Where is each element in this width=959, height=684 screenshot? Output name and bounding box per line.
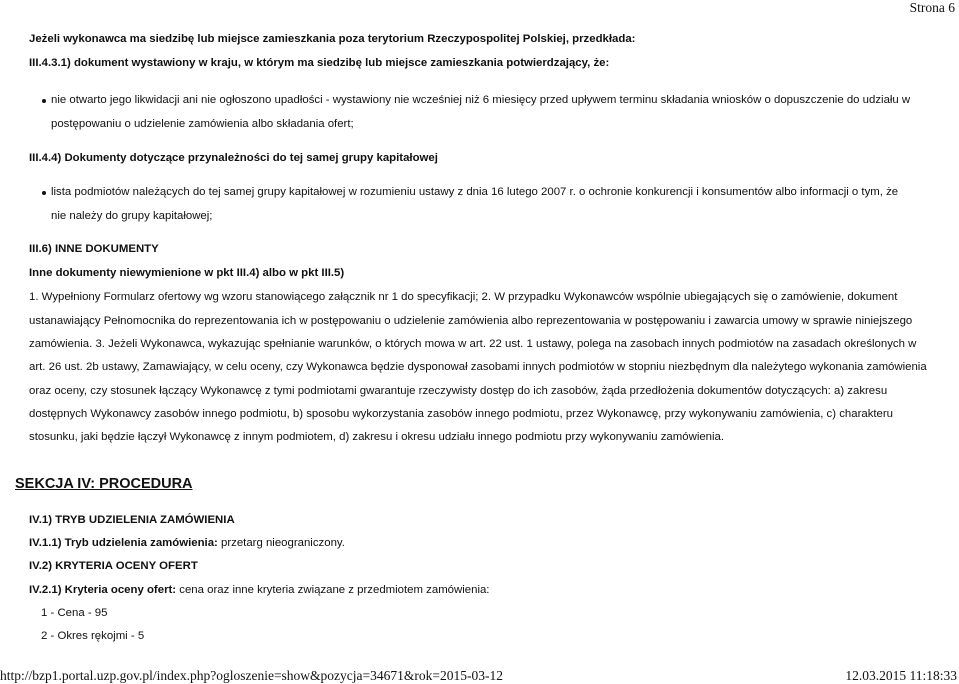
bullet-1-line-2: postępowaniu o udzielenie zamówienia albo składania ofert; [51, 118, 354, 130]
section-344-title: III.4.4) Dokumenty dotyczące przynależności do tej samej grupy kapitałowej [29, 152, 438, 164]
iv21-row [29, 583, 489, 597]
criterion-item: 1 - Cena - 95 [41, 607, 108, 619]
bullet-2-line-1: lista podmiotów należących do tej samej grupy kapitałowej w rozumieniu ustawy z dnia 16 lutego 2007 r. o ochronie konkurencji i konsumentów albo informacji o tym, że [51, 186, 899, 198]
bullet-icon [42, 99, 46, 103]
section-36-line: ustanawiający Pełnomocnika do reprezentowania ich w postępowaniu o udzielenie zamówienia albo reprezentowania w postępowaniu i zawarcia umowy w sprawie niniejszego [29, 315, 913, 327]
iv11-label: IV.1.1) Tryb udzielenia zamówienia: [29, 537, 218, 549]
footer-timestamp: 12.03.2015 11:18:33 [845, 668, 957, 683]
iv1-title: IV.1) TRYB UDZIELENIA ZAMÓWIENIA [29, 514, 235, 526]
iv21-label: IV.2.1) Kryteria oceny ofert: [29, 584, 177, 596]
intro-sub: III.4.3.1) dokument wystawiony w kraju, w którym ma siedzibę lub miejsce zamieszkania potwierdzający, że: [29, 57, 610, 69]
bullet-icon [42, 191, 46, 195]
iv11-value: przetarg nieograniczony. [217, 537, 345, 549]
page-number: Strona 6 [909, 0, 955, 15]
section-36-line: dostępnych Wykonawcy zasobów innego podmiotu, b) sposobu wykorzystania zasobów innego podmiotu, przez Wykonawcę, przy wykonywaniu zamówienia, c) charakteru [29, 408, 894, 420]
section-36-subtitle: Inne dokumenty niewymienione w pkt III.4) albo w pkt III.5) [29, 267, 345, 279]
criterion-item: 2 - Okres rękojmi - 5 [41, 630, 145, 642]
section-36-title: III.6) INNE DOKUMENTY [29, 243, 159, 255]
section-36-line: stosunku, jaki będzie łączył Wykonawcę z innym podmiotem, d) zakresu i okresu udziału innego podmiotu przy wykonywaniu zamówienia. [29, 431, 725, 443]
section-36-line: oraz oceny, czy stosunek łączący Wykonawcę z tymi podmiotami gwarantuje rzeczywisty dostęp do ich zasobów, żąda przedłożenia dokumentów dotyczących: a) zakresu [29, 385, 888, 397]
iv2-title: IV.2) KRYTERIA OCENY OFERT [29, 560, 198, 572]
section-36-line: zamówienia. 3. Jeżeli Wykonawca, wykazując spełnianie warunków, o których mowa w art. 22 ust. 1 ustawy, polega na zasobach innych podmiotów na zasadach określonych w [29, 338, 917, 350]
footer-url[interactable]: http://bzp1.portal.uzp.gov.pl/index.php?ogloszenie=show&pozycja=34671&rok=2015-03-12 [0, 668, 504, 683]
section-iv-title: SEKCJA IV: PROCEDURA [15, 476, 193, 492]
bullet-1-line-1: nie otwarto jego likwidacji ani nie ogłoszono upadłości - wystawiony nie wcześniej niż 6 miesięcy przed upływem terminu składania wniosków o dopuszczenie do udziału w [51, 94, 911, 106]
iv21-value: cena oraz inne kryteria związane z przedmiotem zamówienia: [176, 584, 490, 596]
bullet-2-line-2: nie należy do grupy kapitałowej; [51, 210, 213, 222]
section-36-line: art. 26 ust. 2b ustawy, Zamawiający, w celu oceny, czy Wykonawca będzie dysponował zasobami innych podmiotów w stopniu niezbędnym dla należytego wykonania zamówienia [29, 361, 927, 373]
section-36-line: 1. Wypełniony Formularz ofertowy wg wzoru stanowiącego załącznik nr 1 do specyfikacji; 2. W przypadku Wykonawców wspólnie ubiegających się o zamówienie, dokument [29, 291, 898, 303]
iv11-row [29, 536, 345, 550]
intro-line: Jeżeli wykonawca ma siedzibę lub miejsce zamieszkania poza terytorium Rzeczypospolitej Polskiej, przedkłada: [29, 33, 636, 45]
